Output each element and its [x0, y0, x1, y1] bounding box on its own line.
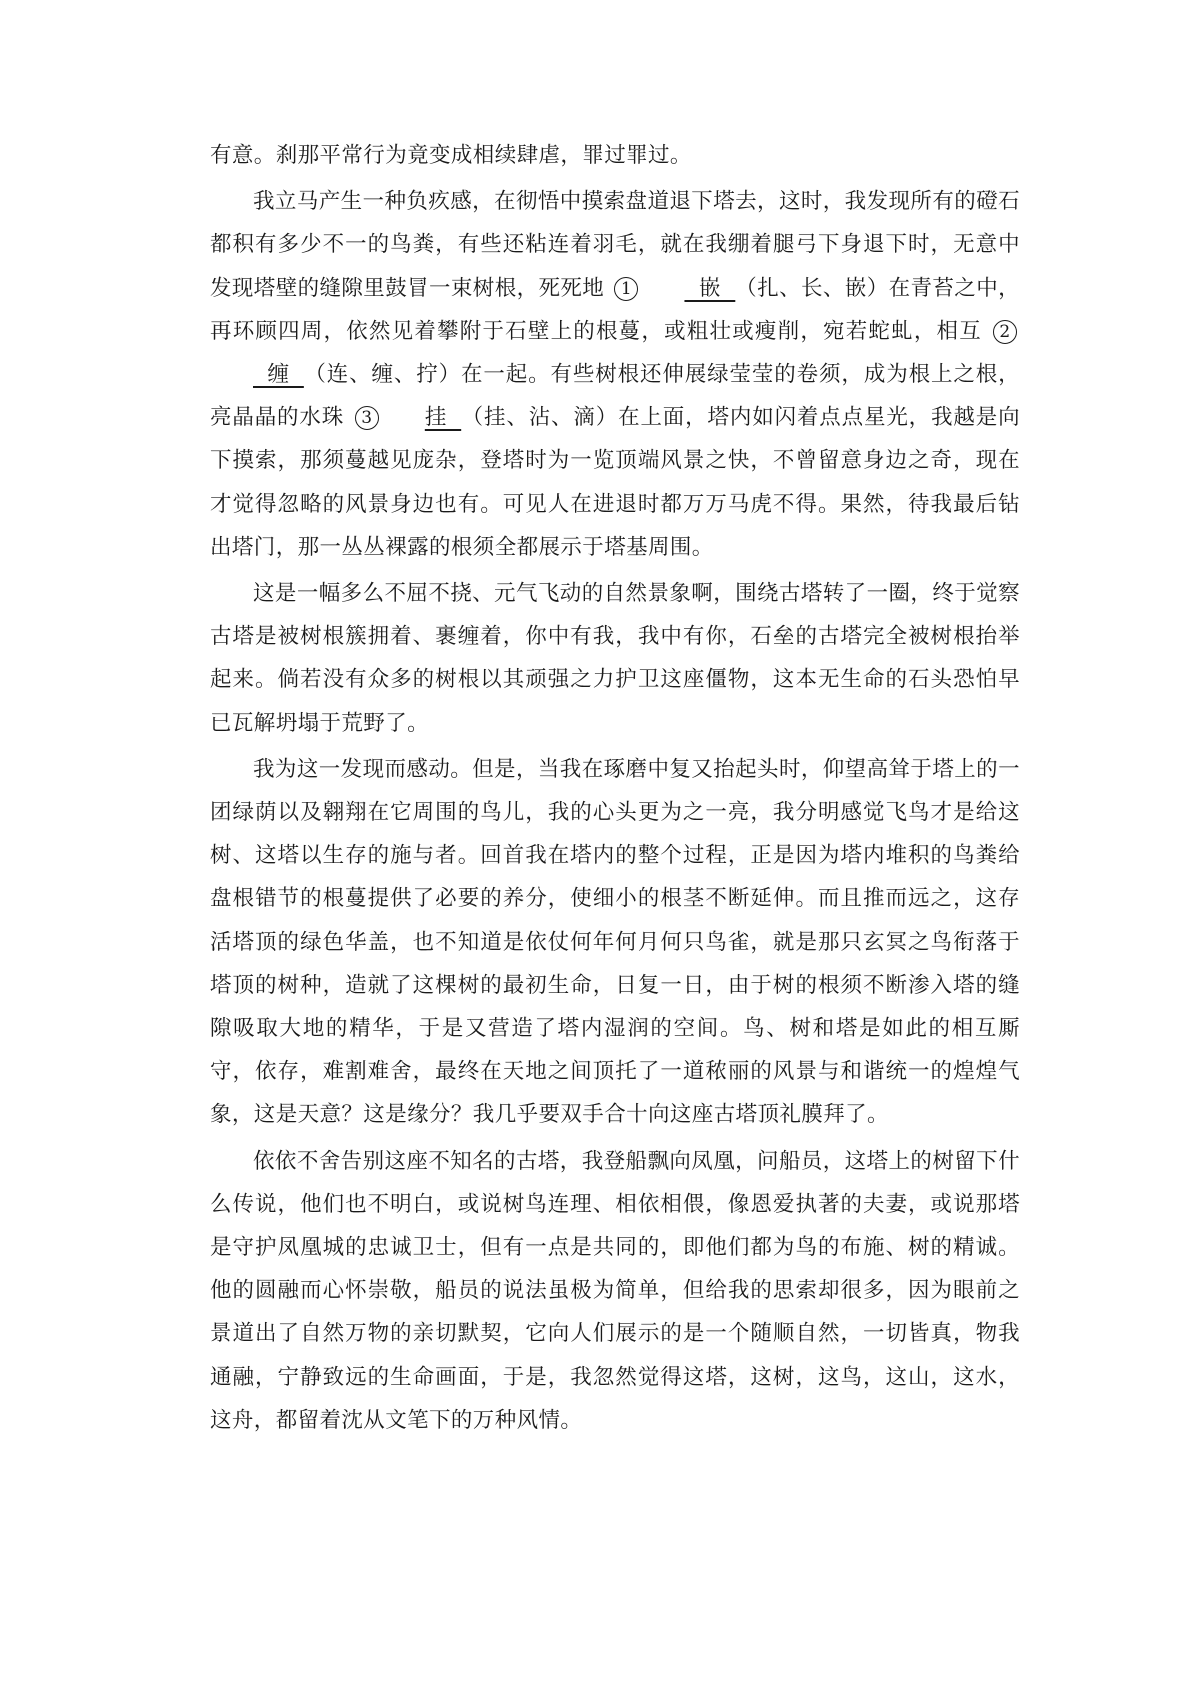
circled-number-3: 3	[355, 406, 379, 430]
circled-number-1: 1	[614, 277, 638, 301]
document-page	[210, 134, 1020, 1442]
paragraph-4: 我为这一发现而感动。但是，当我在琢磨中复又抬起头时，仰望高耸于塔上的一团绿荫以及翱翔在它周围的鸟儿，我的心头更为之一亮，我分明感觉飞鸟才是给这树、这塔以生存的施与者。回首我在塔内的整个过程，正是因为塔内堆积的鸟粪给盘根错节的根蔓提供了必要的养分，使细小的根茎不断延伸。而且推而远之，这存活塔顶的绿色华盖，也不知道是依仗何年何月何只鸟雀，就是那只玄冥之鸟衔落于塔顶的树种，造就了这棵树的最初生命，日复一日，由于树的根须不断渗入塔的缝隙吸取大地的精华，于是又营造了塔内湿润的空间。鸟、树和塔是如此的相互厮守，依存，难割难舍，最终在天地之间顶托了一道秾丽的风景与和谐统一的煌煌气象，这是天意？这是缘分？我几乎要双手合十向这座古塔顶礼膜拜了。	[210, 756, 1020, 1128]
circled-number-2: 2	[993, 320, 1017, 344]
paragraph-2-text-a: 我立马产生一种负疚感，在彻悟中摸索盘道退下塔去，这时，我发现所有的磴石都积有多少不一的鸟粪，有些还粘连着羽毛，就在我绷着腿弓下身退下时，无意中发现塔壁的缝隙里鼓冒一束树根，死死地	[210, 189, 1020, 301]
paragraph-1: 有意。刹那平常行为竟变成相续肆虐，罪过罪过。	[210, 143, 692, 168]
paragraph-3: 这是一幅多么不屈不挠、元气飞动的自然景象啊，围绕古塔转了一圈，终于觉察古塔是被树根簇拥着、裹缠着，你中有我，我中有你，石垒的古塔完全被树根抬举起来。倘若没有众多的树根以其顽强之力护卫这座僵物，这本无生命的石头恐怕早已瓦解坍塌于荒野了。	[210, 581, 1020, 736]
paragraph-5: 依依不舍告别这座不知名的古塔，我登船飘向凤凰，问船员，这塔上的树留下什么传说，他们也不明白，或说树鸟连理、相依相偎，像恩爱执著的夫妻，或说那塔是守护凤凰城的忠诚卫士，但有一点是共同的，即他们都为鸟的布施、树的精诚。他的圆融而心怀崇敬，船员的说法虽极为简单，但给我的思索却很多，因为眼前之景道出了自然万物的亲切默契，它向人们展示的是一个随顺自然，一切皆真，物我通融，宁静致远的生命画面，于是，我忽然觉得这塔，这树，这鸟，这山，这水，这舟，都留着沈从文笔下的万种风情。	[210, 1148, 1020, 1433]
fill-blank-3: 挂	[424, 405, 462, 431]
fill-blank-1: 嵌	[684, 275, 736, 301]
fill-blank-2: 缠	[253, 362, 304, 388]
paragraph-2-text-c: （连、缠、拧）在一起。有些树根还伸展绿莹莹的卷须，成为根上之根，亮晶晶的水珠	[210, 362, 1020, 431]
paragraph-2	[210, 180, 1020, 569]
paragraph-2-text-b: （扎、长、嵌）在青苔之中，再环顾四周，依然见着攀附于石壁上的根蔓，或粗壮或瘦削，宛若蛇虬，相互	[210, 275, 1021, 344]
paragraph-2-text-d: （挂、沾、滴）在上面，塔内如闪着点点星光，我越是向下摸索，那须蔓越见庞杂，登塔时为一览顶端风景之快，不曾留意身边之奇，现在才觉得忽略的风景身边也有。可见人在进退时都万万马虎不得。果然，待我最后钻出塔门，那一丛丛裸露的根须全都展示于塔基周围。	[210, 405, 1020, 560]
